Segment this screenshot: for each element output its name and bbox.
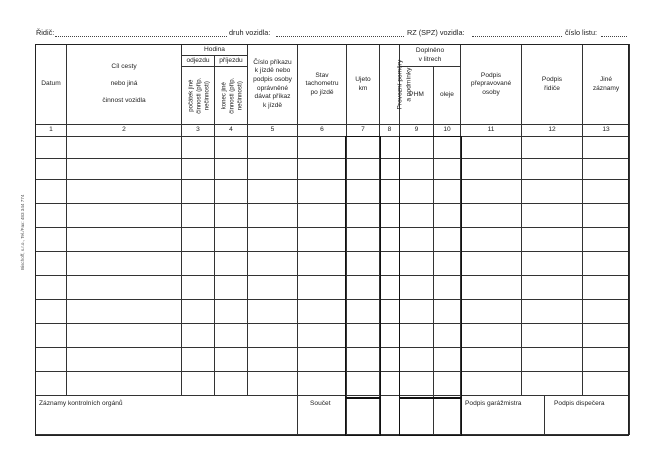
entry-cell[interactable] bbox=[36, 324, 67, 348]
entry-cell[interactable] bbox=[36, 228, 67, 252]
entry-cell[interactable] bbox=[380, 300, 400, 324]
entry-row bbox=[36, 204, 630, 228]
entry-cell[interactable] bbox=[380, 372, 400, 396]
entry-cell[interactable] bbox=[461, 252, 522, 276]
col-odjezdu: odjezdu bbox=[182, 56, 215, 67]
entry-cell[interactable] bbox=[67, 228, 182, 252]
entry-cell[interactable] bbox=[298, 159, 347, 180]
entry-cell[interactable] bbox=[522, 300, 583, 324]
entry-cell[interactable] bbox=[583, 252, 630, 276]
entry-cell[interactable] bbox=[434, 348, 461, 372]
col-number: 8 bbox=[380, 125, 400, 137]
entry-cell[interactable] bbox=[298, 252, 347, 276]
entry-cell[interactable] bbox=[67, 204, 182, 228]
entry-row bbox=[36, 228, 630, 252]
entry-cell[interactable] bbox=[36, 348, 67, 372]
col-prijezdu: příjezdu bbox=[215, 56, 248, 67]
entry-cell[interactable] bbox=[347, 137, 380, 159]
col-order: Číslo příkazu k jízdě nebo podpis osoby oprávněné dávat příkaz k jízdě bbox=[248, 45, 298, 125]
entry-cell[interactable] bbox=[522, 252, 583, 276]
entry-cell[interactable] bbox=[380, 252, 400, 276]
entry-cell[interactable] bbox=[182, 300, 215, 324]
entry-cell[interactable] bbox=[380, 159, 400, 180]
entry-cell[interactable] bbox=[347, 372, 380, 396]
entry-cell[interactable] bbox=[248, 180, 298, 204]
entry-cell[interactable] bbox=[298, 300, 347, 324]
entry-cell[interactable] bbox=[461, 300, 522, 324]
dispatcher-signature[interactable]: Podpis dispečera bbox=[554, 400, 605, 407]
entry-cell[interactable] bbox=[347, 324, 380, 348]
col-number: 12 bbox=[522, 125, 583, 137]
entry-cell[interactable] bbox=[434, 180, 461, 204]
entry-cell[interactable] bbox=[347, 180, 380, 204]
entry-cell[interactable] bbox=[215, 252, 248, 276]
entry-cell[interactable] bbox=[583, 324, 630, 348]
col-refueled: Doplněno v litrech bbox=[400, 45, 461, 67]
entry-cell[interactable] bbox=[298, 204, 347, 228]
entry-row bbox=[36, 276, 630, 300]
col-number: 13 bbox=[583, 125, 630, 137]
entry-cell[interactable] bbox=[182, 348, 215, 372]
entry-cell[interactable] bbox=[400, 137, 434, 159]
entry-cell[interactable] bbox=[522, 228, 583, 252]
col-number: 4 bbox=[215, 125, 248, 137]
col-oil: oleje bbox=[434, 67, 461, 125]
entry-cell[interactable] bbox=[248, 348, 298, 372]
entry-cell[interactable] bbox=[36, 372, 67, 396]
entry-cell[interactable] bbox=[380, 324, 400, 348]
entry-cell[interactable] bbox=[182, 276, 215, 300]
entry-cell[interactable] bbox=[400, 228, 434, 252]
entry-cell[interactable] bbox=[248, 228, 298, 252]
col-number: 1 bbox=[36, 125, 67, 137]
entry-row bbox=[36, 300, 630, 324]
entry-cell[interactable] bbox=[248, 204, 298, 228]
driver-label: Řidič: bbox=[36, 28, 55, 37]
entry-cell[interactable] bbox=[461, 180, 522, 204]
entry-cell[interactable] bbox=[36, 252, 67, 276]
entry-cell[interactable] bbox=[215, 348, 248, 372]
entry-cell[interactable] bbox=[67, 180, 182, 204]
entry-row bbox=[36, 137, 630, 159]
col-phm: PHM bbox=[400, 67, 434, 125]
entry-cell[interactable] bbox=[215, 159, 248, 180]
col-start-activity: počátek jiné činnosti (příp. nečinnosti) bbox=[182, 67, 215, 125]
entry-cell[interactable] bbox=[461, 159, 522, 180]
entry-cell[interactable] bbox=[583, 348, 630, 372]
entry-cell[interactable] bbox=[67, 348, 182, 372]
entry-cell[interactable] bbox=[215, 204, 248, 228]
entry-cell[interactable] bbox=[461, 204, 522, 228]
form-header bbox=[36, 28, 628, 40]
entry-cell[interactable] bbox=[67, 372, 182, 396]
entry-cell[interactable] bbox=[347, 300, 380, 324]
sheet-number-field[interactable] bbox=[601, 36, 627, 37]
entry-cell[interactable] bbox=[434, 372, 461, 396]
entry-cell[interactable] bbox=[380, 228, 400, 252]
col-hodina: Hodina bbox=[182, 45, 248, 56]
total-label: Součet bbox=[298, 396, 347, 435]
entry-cell[interactable] bbox=[215, 180, 248, 204]
col-number: 5 bbox=[248, 125, 298, 137]
entry-cell[interactable] bbox=[36, 159, 67, 180]
entry-cell[interactable] bbox=[248, 252, 298, 276]
plate-field[interactable] bbox=[472, 36, 562, 37]
entry-row bbox=[36, 348, 630, 372]
col-end-activity: konec jiné činnosti (příp. nečinnosti) bbox=[215, 67, 248, 125]
col-number: 6 bbox=[298, 125, 347, 137]
printer-imprint: Bischoff, s.r.o., Tel./Fax: 483 344 774 bbox=[20, 194, 25, 270]
sheet-number-label: číslo listu: bbox=[565, 28, 598, 37]
entry-cell[interactable] bbox=[434, 159, 461, 180]
footer-row bbox=[36, 396, 630, 435]
entry-cell[interactable] bbox=[248, 372, 298, 396]
col-number: 7 bbox=[347, 125, 380, 137]
entry-cell[interactable] bbox=[67, 324, 182, 348]
entry-cell[interactable] bbox=[583, 372, 630, 396]
entry-cell[interactable] bbox=[248, 300, 298, 324]
entry-cell[interactable] bbox=[434, 324, 461, 348]
entry-cell[interactable] bbox=[36, 137, 67, 159]
entry-cell[interactable] bbox=[522, 159, 583, 180]
entry-cell[interactable] bbox=[400, 252, 434, 276]
entry-cell[interactable] bbox=[380, 276, 400, 300]
entry-cell[interactable] bbox=[36, 300, 67, 324]
entry-row bbox=[36, 159, 630, 180]
entry-cell[interactable] bbox=[583, 276, 630, 300]
entry-cell[interactable] bbox=[522, 372, 583, 396]
entry-cell[interactable] bbox=[347, 159, 380, 180]
col-transported: Podpis přepravované osoby bbox=[461, 45, 522, 125]
entry-cell[interactable] bbox=[400, 180, 434, 204]
entry-cell[interactable] bbox=[67, 137, 182, 159]
col-driver-signature: Podpis řidiče bbox=[522, 45, 583, 125]
col-odometer: Stav tachometru po jízdě bbox=[298, 45, 347, 125]
entry-cell[interactable] bbox=[182, 159, 215, 180]
entry-cell[interactable] bbox=[248, 324, 298, 348]
entry-cell[interactable] bbox=[461, 276, 522, 300]
entry-cell[interactable] bbox=[583, 300, 630, 324]
entry-cell[interactable] bbox=[434, 252, 461, 276]
entry-cell[interactable] bbox=[583, 228, 630, 252]
vehicle-type-label: druh vozidla: bbox=[229, 28, 271, 37]
entry-cell[interactable] bbox=[347, 228, 380, 252]
entry-cell[interactable] bbox=[380, 180, 400, 204]
signature-area bbox=[461, 396, 630, 435]
entry-cell[interactable] bbox=[298, 348, 347, 372]
total-conditions-cell[interactable] bbox=[380, 396, 400, 435]
col-datum: Datum bbox=[36, 45, 67, 125]
total-oil-cell[interactable] bbox=[434, 396, 461, 435]
vehicle-type-field[interactable] bbox=[276, 36, 404, 37]
entry-cell[interactable] bbox=[522, 137, 583, 159]
entry-cell[interactable] bbox=[298, 228, 347, 252]
col-number: 2 bbox=[67, 125, 182, 137]
entry-cell[interactable] bbox=[400, 204, 434, 228]
col-number: 10 bbox=[434, 125, 461, 137]
col-other: Jiné záznamy bbox=[583, 45, 630, 125]
entry-cell[interactable] bbox=[380, 204, 400, 228]
entry-cell[interactable] bbox=[380, 137, 400, 159]
entry-cell[interactable] bbox=[347, 276, 380, 300]
entry-cell[interactable] bbox=[36, 204, 67, 228]
entry-cell[interactable] bbox=[461, 228, 522, 252]
entry-cell[interactable] bbox=[298, 324, 347, 348]
entry-cell[interactable] bbox=[461, 137, 522, 159]
entry-cell[interactable] bbox=[182, 228, 215, 252]
entry-cell[interactable] bbox=[583, 137, 630, 159]
entry-cell[interactable] bbox=[182, 252, 215, 276]
entry-cell[interactable] bbox=[434, 276, 461, 300]
entry-cell[interactable] bbox=[400, 276, 434, 300]
entry-row bbox=[36, 324, 630, 348]
entry-cell[interactable] bbox=[583, 159, 630, 180]
plate-label: RZ (SPZ) vozidla: bbox=[407, 28, 465, 37]
entry-cell[interactable] bbox=[400, 372, 434, 396]
entry-cell[interactable] bbox=[522, 180, 583, 204]
entry-cell[interactable] bbox=[182, 324, 215, 348]
entry-cell[interactable] bbox=[522, 324, 583, 348]
entry-cell[interactable] bbox=[182, 180, 215, 204]
entry-cell[interactable] bbox=[522, 276, 583, 300]
entry-cell[interactable] bbox=[434, 228, 461, 252]
col-number: 11 bbox=[461, 125, 522, 137]
total-km-cell[interactable] bbox=[347, 396, 380, 435]
entry-cell[interactable] bbox=[347, 348, 380, 372]
entry-cell[interactable] bbox=[215, 324, 248, 348]
entry-cell[interactable] bbox=[461, 324, 522, 348]
entry-cell[interactable] bbox=[434, 300, 461, 324]
entry-cell[interactable] bbox=[248, 276, 298, 300]
col-destination: Cíl cesty nebo jiná činnost vozidla bbox=[67, 45, 182, 125]
entry-cell[interactable] bbox=[347, 204, 380, 228]
entry-cell[interactable] bbox=[215, 276, 248, 300]
total-phm-cell[interactable] bbox=[400, 396, 434, 435]
entry-cell[interactable] bbox=[380, 348, 400, 372]
entry-cell[interactable] bbox=[400, 159, 434, 180]
entry-cell[interactable] bbox=[400, 300, 434, 324]
entry-row bbox=[36, 252, 630, 276]
entry-cell[interactable] bbox=[215, 228, 248, 252]
entry-cell[interactable] bbox=[298, 180, 347, 204]
entry-cell[interactable] bbox=[461, 372, 522, 396]
entry-cell[interactable] bbox=[215, 137, 248, 159]
col-conditions: Provozní poměry a podmínky bbox=[380, 45, 400, 125]
entry-cell[interactable] bbox=[434, 204, 461, 228]
driver-field[interactable] bbox=[55, 36, 227, 37]
entry-cell[interactable] bbox=[215, 372, 248, 396]
logbook-table bbox=[35, 44, 630, 435]
entry-cell[interactable] bbox=[583, 180, 630, 204]
entry-row bbox=[36, 372, 630, 396]
entry-cell[interactable] bbox=[347, 252, 380, 276]
entry-cell[interactable] bbox=[215, 300, 248, 324]
entry-row bbox=[36, 180, 630, 204]
entry-cell[interactable] bbox=[36, 180, 67, 204]
col-number: 3 bbox=[182, 125, 215, 137]
entry-cell[interactable] bbox=[36, 276, 67, 300]
garage-master-signature[interactable]: Podpis garážmistra bbox=[465, 400, 522, 407]
entry-cell[interactable] bbox=[67, 252, 182, 276]
inspection-records[interactable]: Záznamy kontrolních orgánů bbox=[36, 396, 298, 435]
entry-cell[interactable] bbox=[248, 137, 298, 159]
entry-cell[interactable] bbox=[182, 137, 215, 159]
entry-cell[interactable] bbox=[298, 276, 347, 300]
entry-cell[interactable] bbox=[67, 276, 182, 300]
entry-cell[interactable] bbox=[67, 159, 182, 180]
entry-cell[interactable] bbox=[522, 204, 583, 228]
entry-cell[interactable] bbox=[434, 137, 461, 159]
col-km: Ujeto km bbox=[347, 45, 380, 125]
entry-cell[interactable] bbox=[400, 324, 434, 348]
entry-cell[interactable] bbox=[522, 348, 583, 372]
entry-cell[interactable] bbox=[182, 204, 215, 228]
column-numbers-row bbox=[36, 125, 630, 137]
entry-cell[interactable] bbox=[298, 137, 347, 159]
entry-cell[interactable] bbox=[461, 348, 522, 372]
entry-cell[interactable] bbox=[67, 300, 182, 324]
entry-cell[interactable] bbox=[583, 204, 630, 228]
col-number: 9 bbox=[400, 125, 434, 137]
entry-cell[interactable] bbox=[400, 348, 434, 372]
entry-cell[interactable] bbox=[248, 159, 298, 180]
entry-cell[interactable] bbox=[298, 372, 347, 396]
entry-cell[interactable] bbox=[182, 372, 215, 396]
